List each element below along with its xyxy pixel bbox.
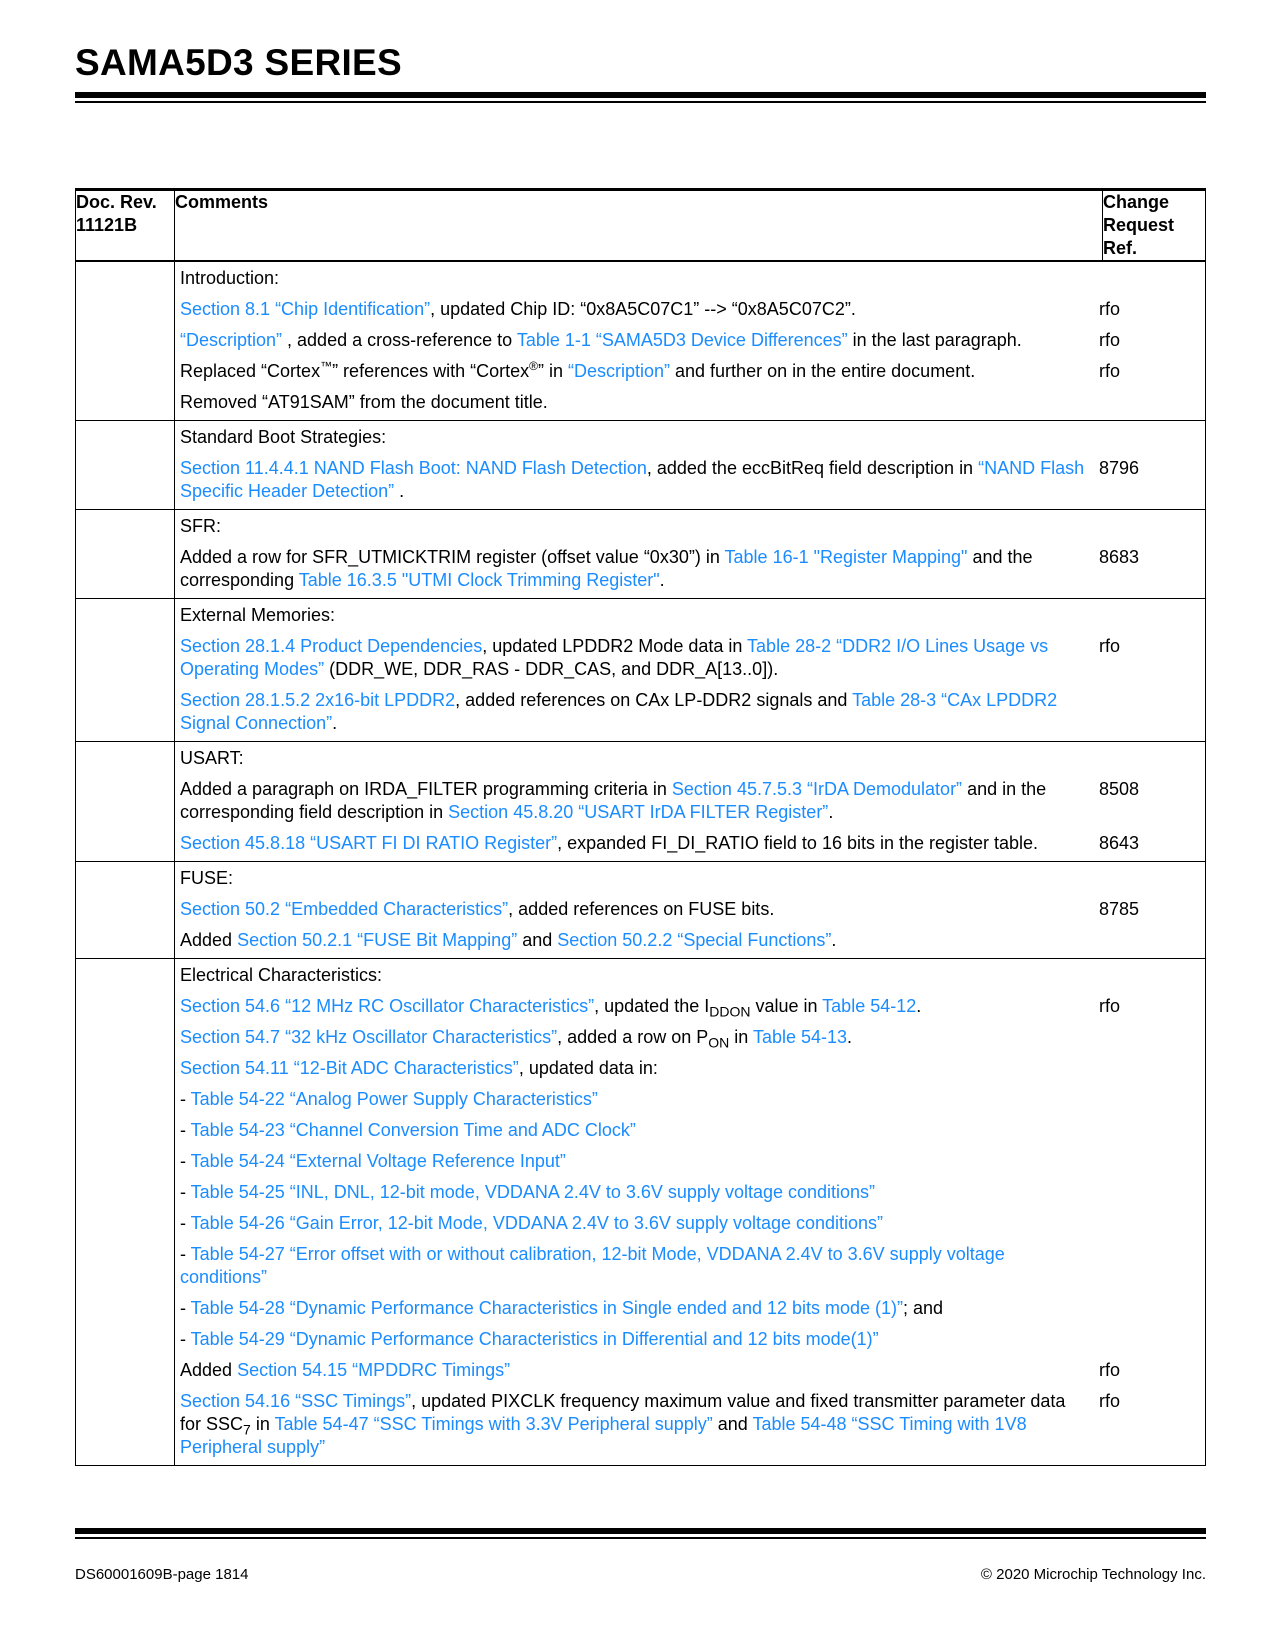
comments-cell <box>175 959 1206 1466</box>
dash: - <box>180 1089 191 1109</box>
link-section-8-1[interactable]: Section 8.1 “Chip Identification” <box>180 299 431 319</box>
list-item <box>175 1026 1205 1049</box>
section-heading: Introduction: <box>180 268 280 288</box>
registered-symbol: ® <box>529 359 538 373</box>
comment-text: and in the corresponding field description in <box>180 779 1047 822</box>
header-ref-line2: Request <box>1103 215 1175 235</box>
change-ref: 8508 <box>1099 779 1140 799</box>
table-row <box>76 599 1206 742</box>
comment-text: , added a row on P <box>557 1027 709 1047</box>
comment-text: , updated Chip ID: “0x8A5C07C1” --> “0x8A5C07C2”. <box>430 299 856 319</box>
list-item <box>175 1390 1205 1459</box>
list-item <box>175 1359 1205 1382</box>
comments-cell <box>175 261 1206 421</box>
change-ref: 8683 <box>1099 547 1140 567</box>
link-nand-header[interactable]: “NAND Flash Specific Header Detection” <box>180 458 1085 501</box>
list-item <box>175 391 1205 414</box>
link-table-28-2[interactable]: Table 28-2 “DDR2 I/O Lines Usage vs Operating Modes” <box>180 636 1049 679</box>
comments-cell <box>175 742 1206 862</box>
link-table-54-24[interactable]: Table 54-24 “External Voltage Reference Input” <box>190 1151 566 1171</box>
change-ref: rfo <box>1099 361 1121 381</box>
comment-text: , added references on CAx LP-DDR2 signals and <box>455 690 853 710</box>
header-comments: Comments <box>175 190 1103 262</box>
link-table-54-26[interactable]: Table 54-26 “Gain Error, 12-bit Mode, VDDANA 2.4V to 3.6V supply voltage conditions” <box>190 1213 884 1233</box>
comment-text: Replaced “Cortex <box>180 361 321 381</box>
change-ref: 8643 <box>1099 833 1140 853</box>
link-section-54-7[interactable]: Section 54.7 “32 kHz Oscillator Characteristics” <box>180 1027 558 1047</box>
page-title: SAMA5D3 SERIES <box>75 42 403 83</box>
comment-text: Added <box>180 930 238 950</box>
comment-text: in the last paragraph. <box>847 330 1022 350</box>
doc-rev-cell <box>76 510 175 599</box>
comment-text: . <box>847 1027 853 1047</box>
link-section-54-15[interactable]: Section 54.15 “MPDDRC Timings” <box>237 1360 511 1380</box>
list-item <box>175 546 1205 592</box>
table-row <box>76 421 1206 510</box>
comment-text: in <box>729 1027 753 1047</box>
link-section-28-1-4[interactable]: Section 28.1.4 Product Dependencies <box>180 636 483 656</box>
header-rule-thick <box>75 92 1206 98</box>
comment-text: Added a paragraph on IRDA_FILTER programming criteria in <box>180 779 672 799</box>
footer-copyright: © 2020 Microchip Technology Inc. <box>980 1566 1206 1583</box>
link-description[interactable]: “Description” <box>180 330 283 350</box>
link-section-28-1-5-2[interactable]: Section 28.1.5.2 2x16-bit LPDDR2 <box>180 690 456 710</box>
table-row <box>76 510 1206 599</box>
link-section-50-2-2[interactable]: Section 50.2.2 “Special Functions” <box>557 930 832 950</box>
doc-rev-cell <box>76 421 175 510</box>
link-table-28-3[interactable]: Table 28-3 “CAx LPDDR2 Signal Connection” <box>180 690 1058 733</box>
dash: - <box>180 1298 191 1318</box>
table-row <box>76 742 1206 862</box>
footer-page-number: DS60001609B-page 1814 <box>75 1566 249 1583</box>
comment-text: Added <box>180 1360 238 1380</box>
list-item <box>175 360 1205 383</box>
section-heading: SFR: <box>180 516 222 536</box>
section-heading: USART: <box>180 748 244 768</box>
link-table-16-1[interactable]: Table 16-1 "Register Mapping" <box>724 547 968 567</box>
link-table-54-48[interactable]: Table 54-48 “SSC Timing with 1V8 Peripheral supply” <box>180 1414 1027 1457</box>
comment-text: . <box>659 570 665 590</box>
dash: - <box>180 1213 191 1233</box>
table-row <box>76 862 1206 959</box>
link-section-11-4-4-1[interactable]: Section 11.4.4.1 NAND Flash Boot: NAND Flash Detection <box>180 458 647 478</box>
comment-text: ; and <box>903 1298 944 1318</box>
trademark-symbol: ™ <box>320 359 333 373</box>
dash: - <box>180 1244 191 1264</box>
comment-text: in <box>250 1414 275 1434</box>
list-item <box>175 1328 1205 1351</box>
header-doc-rev-label: Doc. Rev. <box>76 192 157 212</box>
doc-rev-cell <box>76 742 175 862</box>
subscript: ON <box>708 1034 730 1051</box>
list-item <box>175 778 1205 824</box>
link-table-54-47[interactable]: Table 54-47 “SSC Timings with 3.3V Peripheral supply” <box>274 1414 713 1434</box>
comment-text: and <box>712 1414 753 1434</box>
list-item <box>175 1297 1205 1320</box>
list-item <box>175 457 1205 503</box>
link-section-45-7-5-3[interactable]: Section 45.7.5.3 “IrDA Demodulator” <box>671 779 963 799</box>
link-section-54-16[interactable]: Section 54.16 “SSC Timings” <box>180 1391 412 1411</box>
comment-text: . <box>828 802 834 822</box>
link-section-50-2-1[interactable]: Section 50.2.1 “FUSE Bit Mapping” <box>237 930 518 950</box>
change-ref: rfo <box>1099 1360 1121 1380</box>
dash: - <box>180 1120 191 1140</box>
comment-text: , updated PIXCLK frequency maximum value and fixed transmitter parameter data for SSC <box>180 1391 1066 1434</box>
revision-history-table <box>75 188 1206 1466</box>
list-item <box>175 995 1205 1018</box>
comment-text: value in <box>750 996 823 1016</box>
comment-text: . <box>831 930 837 950</box>
section-heading: Standard Boot Strategies: <box>180 427 387 447</box>
table-row <box>76 261 1206 421</box>
header-change-request-ref <box>1103 190 1206 262</box>
comment-text: Added a row for SFR_UTMICKTRIM register (offset value “0x30”) in <box>180 547 725 567</box>
change-ref: 8785 <box>1099 899 1140 919</box>
link-table-54-28[interactable]: Table 54-28 “Dynamic Performance Characteristics in Single ended and 12 bits mode (1)” <box>190 1298 904 1318</box>
list-item <box>175 689 1205 735</box>
header-rule-thin <box>75 101 1206 103</box>
comments-cell <box>175 510 1206 599</box>
doc-rev-cell <box>76 261 175 421</box>
link-table-54-25[interactable]: Table 54-25 “INL, DNL, 12-bit mode, VDDANA 2.4V to 3.6V supply voltage conditions” <box>190 1182 876 1202</box>
comment-text: , updated the I <box>594 996 710 1016</box>
list-item <box>175 898 1205 921</box>
list-item <box>175 1119 1205 1142</box>
list-item <box>175 635 1205 681</box>
section-heading: Electrical Characteristics: <box>180 965 383 985</box>
list-item <box>175 929 1205 952</box>
footer-rule-thick <box>75 1528 1206 1534</box>
link-description[interactable]: “Description” <box>567 361 671 381</box>
link-table-54-27[interactable]: Table 54-27 “Error offset with or without calibration, 12-bit Mode, VDDANA 2.4V to 3.6V supply voltage conditions” <box>180 1244 1005 1287</box>
link-table-54-13[interactable]: Table 54-13 <box>752 1027 848 1047</box>
change-ref: rfo <box>1099 299 1121 319</box>
list-item <box>175 329 1205 352</box>
subscript: 7 <box>243 1421 251 1438</box>
list-item <box>175 1243 1205 1289</box>
doc-rev-cell <box>76 959 175 1466</box>
section-heading: External Memories: <box>180 605 336 625</box>
comment-text: Removed “AT91SAM” from the document title. <box>180 392 548 412</box>
comment-text: ” in <box>537 361 568 381</box>
dash: - <box>180 1151 191 1171</box>
doc-rev-cell <box>76 599 175 742</box>
header-doc-rev <box>76 190 175 262</box>
comments-cell <box>175 599 1206 742</box>
change-ref: rfo <box>1099 996 1121 1016</box>
link-table-1-1[interactable]: Table 1-1 “SAMA5D3 Device Differences” <box>516 330 848 350</box>
comment-text: and the corresponding <box>180 547 1033 590</box>
list-item <box>175 1057 1205 1080</box>
list-item <box>175 1181 1205 1204</box>
comment-text: ” references with “Cortex <box>332 361 530 381</box>
comment-text: , added a cross-reference to <box>282 330 517 350</box>
change-ref: rfo <box>1099 636 1121 656</box>
comments-cell <box>175 862 1206 959</box>
comment-text: , updated data in: <box>518 1058 658 1078</box>
comment-text: (DDR_WE, DDR_RAS - DDR_CAS, and DDR_A[13..0]). <box>324 659 779 679</box>
list-item <box>175 1088 1205 1111</box>
header-ref-line1: Change <box>1103 192 1170 212</box>
subscript: DDON <box>709 1003 751 1020</box>
dash: - <box>180 1329 191 1349</box>
comment-text: . <box>916 996 922 1016</box>
link-table-54-22[interactable]: Table 54-22 “Analog Power Supply Characteristics” <box>190 1089 598 1109</box>
link-section-50-2[interactable]: Section 50.2 “Embedded Characteristics” <box>180 899 509 919</box>
link-table-54-12[interactable]: Table 54-12 <box>822 996 917 1016</box>
comment-text: , expanded FI_DI_RATIO field to 16 bits in the register table. <box>557 833 1039 853</box>
change-ref: 8796 <box>1099 458 1140 478</box>
dash: - <box>180 1182 191 1202</box>
list-item <box>175 1150 1205 1173</box>
comment-text: and <box>517 930 558 950</box>
doc-rev-cell <box>76 862 175 959</box>
table-row <box>76 959 1206 1466</box>
link-table-54-29[interactable]: Table 54-29 “Dynamic Performance Characteristics in Differential and 12 bits mode(1)” <box>190 1329 879 1349</box>
header-ref-line3: Ref. <box>1103 238 1138 258</box>
list-item <box>175 832 1205 855</box>
link-table-16-3-5[interactable]: Table 16.3.5 "UTMI Clock Trimming Register" <box>298 570 660 590</box>
footer-rule-thin <box>75 1537 1206 1539</box>
comment-text: . <box>332 713 338 733</box>
list-item <box>175 1212 1205 1235</box>
comment-text: , added the eccBitReq field description in <box>646 458 979 478</box>
list-item <box>175 298 1205 321</box>
link-section-45-8-20[interactable]: Section 45.8.20 “USART IrDA FILTER Register” <box>448 802 829 822</box>
comment-text: . <box>394 481 405 501</box>
comment-text: , added references on FUSE bits. <box>508 899 775 919</box>
table-header-row <box>76 190 1206 262</box>
comments-cell <box>175 421 1206 510</box>
change-ref: rfo <box>1099 1391 1121 1411</box>
change-ref: rfo <box>1099 330 1121 350</box>
link-section-54-11[interactable]: Section 54.11 “12-Bit ADC Characteristics” <box>180 1058 519 1078</box>
section-heading: FUSE: <box>180 868 234 888</box>
link-table-54-23[interactable]: Table 54-23 “Channel Conversion Time and ADC Clock” <box>190 1120 636 1140</box>
link-section-54-6[interactable]: Section 54.6 “12 MHz RC Oscillator Characteristics” <box>180 996 595 1016</box>
comment-text: and further on in the entire document. <box>670 361 976 381</box>
comment-text: , updated LPDDR2 Mode data in <box>482 636 748 656</box>
link-section-45-8-18[interactable]: Section 45.8.18 “USART FI DI RATIO Register” <box>180 833 558 853</box>
header-doc-number: 11121B <box>76 215 138 235</box>
